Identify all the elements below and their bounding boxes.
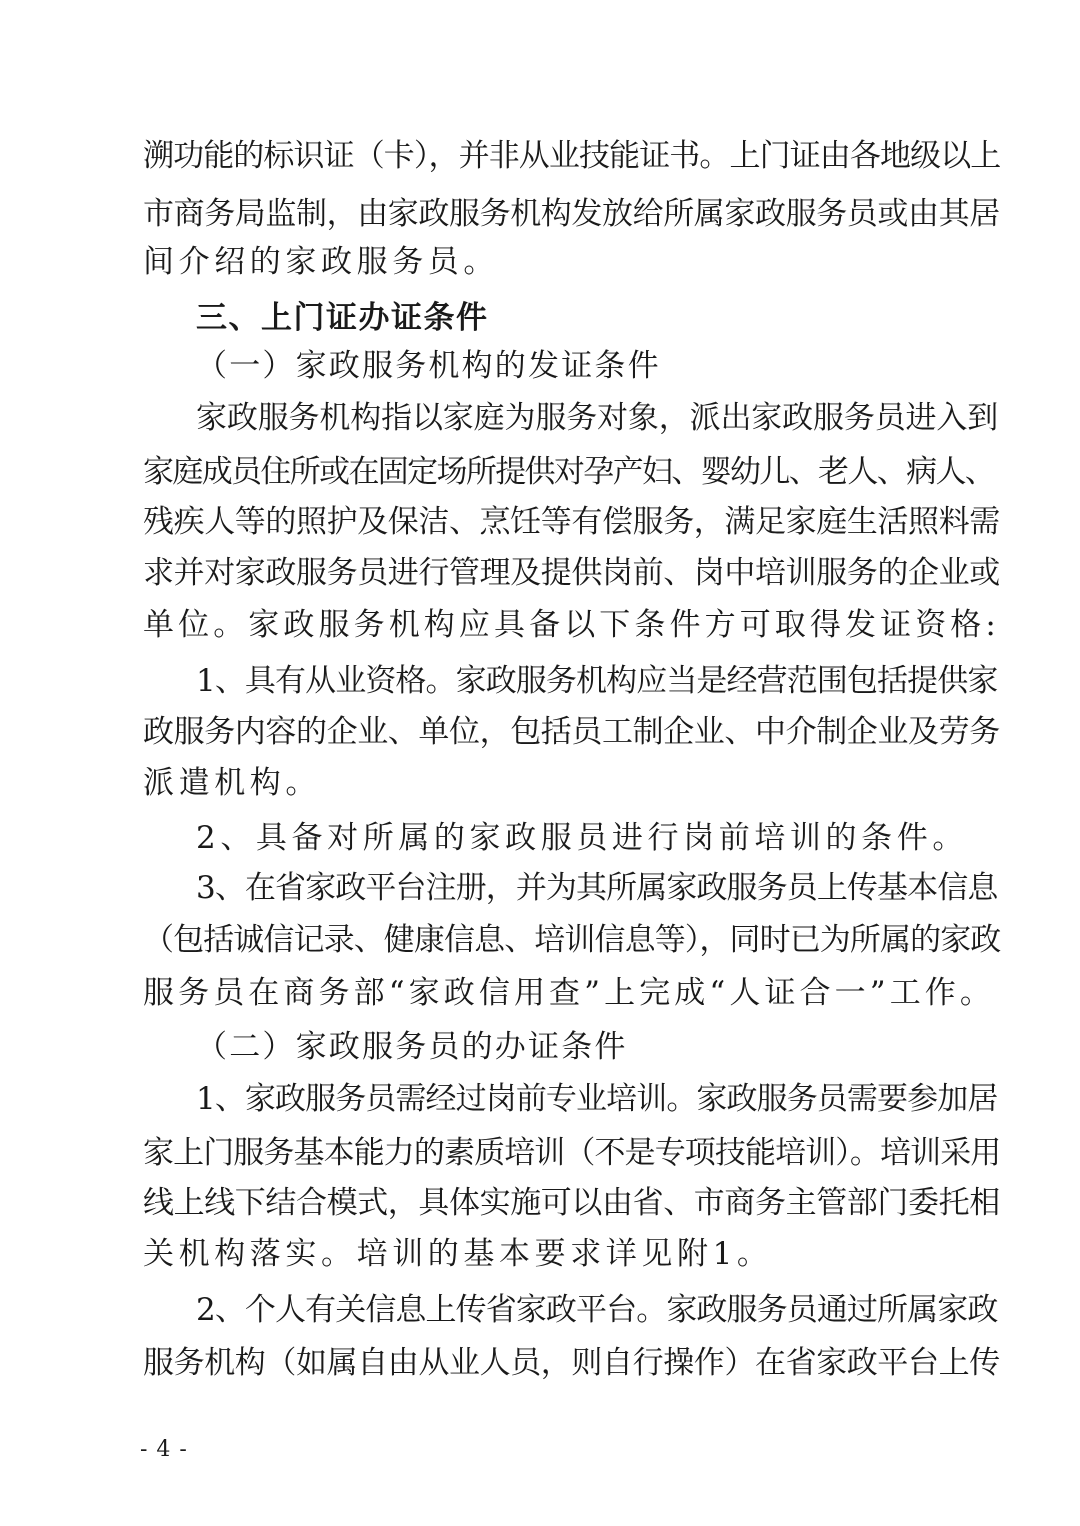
- body-text-line: 2、个人有关信息上传省家政平台。家政服务员通过所属家政: [196, 1292, 998, 1328]
- body-text-line: 溯功能的标识证（卡），并非从业技能证书。上门证由各地级以上: [143, 138, 1001, 174]
- body-text-line: 间介绍的家政服务员。: [143, 244, 499, 280]
- body-text-line: 3、在省家政平台注册，并为其所属家政服务员上传基本信息: [196, 870, 998, 906]
- body-text-line: 残疾人等的照护及保洁、烹饪等有偿服务，满足家庭生活照料需: [143, 504, 1000, 540]
- body-text-line: 家上门服务基本能力的素质培训（不是专项技能培训）。培训采用: [143, 1135, 1001, 1171]
- body-text-line: 派遣机构。: [143, 765, 321, 801]
- page-number: - 4 -: [140, 1437, 188, 1462]
- body-text-line: 1、家政服务员需经过岗前专业培训。家政服务员需要参加居: [196, 1081, 998, 1117]
- body-text-line: 单位。家政服务机构应具备以下条件方可取得发证资格:: [143, 607, 1000, 643]
- body-text-line: 1、具有从业资格。家政服务机构应当是经营范围包括提供家: [196, 663, 998, 699]
- sub-heading: （二）家政服务员的办证条件: [196, 1029, 628, 1065]
- body-text-line: 服务员在商务部“家政信用查”上完成“人证合一”工作。: [143, 975, 995, 1011]
- body-text-line: 2、具备对所属的家政服员进行岗前培训的条件。: [196, 820, 968, 856]
- body-text-line: （包括诚信记录、健康信息、培训信息等），同时已为所属的家政: [143, 922, 1001, 958]
- body-text-line: 求并对家政服务员进行管理及提供岗前、岗中培训服务的企业或: [143, 555, 1000, 591]
- sub-heading: （一）家政服务机构的发证条件: [196, 348, 661, 384]
- body-text-line: 关机构落实。培训的基本要求详见附1。: [143, 1236, 773, 1272]
- body-text-line: 家庭成员住所或在固定场所提供对孕产妇、婴幼儿、老人、病人、: [143, 454, 995, 490]
- body-text-line: 家政服务机构指以家庭为服务对象，派出家政服务员进入到: [196, 400, 999, 436]
- body-text-line: 市商务局监制，由家政服务机构发放给所属家政服务员或由其居: [143, 196, 1000, 232]
- body-text-line: 政服务内容的企业、单位，包括员工制企业、中介制企业及劳务: [143, 714, 1000, 750]
- section-heading: 三、上门证办证条件: [196, 300, 489, 336]
- body-text-line: 线上线下结合模式，具体实施可以由省、市商务主管部门委托相: [143, 1185, 1000, 1221]
- body-text-line: 服务机构（如属自由从业人员，则自行操作）在省家政平台上传: [143, 1345, 1000, 1381]
